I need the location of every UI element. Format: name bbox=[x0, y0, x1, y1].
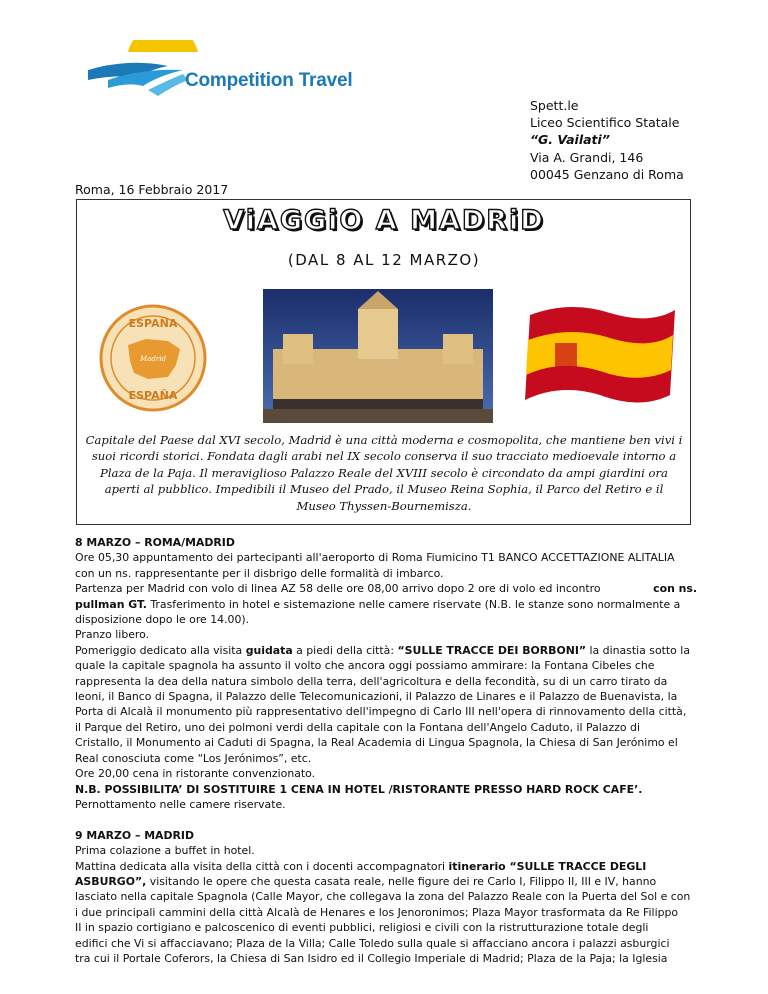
dashed-divider bbox=[76, 524, 691, 525]
spain-flag-icon bbox=[520, 295, 680, 415]
stamp-bottom-text: ESPAÑA bbox=[128, 389, 178, 402]
stamp-center-text: Madrid bbox=[140, 355, 166, 363]
itinerary-body: 8 MARZO – ROMA/MADRID Ore 05,30 appuntamento dei partecipanti all'aeroporto di Roma Fiumicino T1 BANCO ACCETTAZIONE ALITALIA con un ns. rappresentante per il disbrigo delle formalità di imbarco. Partenza per Madrid con volo di linea AZ 58 delle ore 08,00 arrivo dopo 2 ore di volo ed incontro con ns. pullman GT. Trasferimento in hotel e sistemazione nelle camere riservate (N.B. le stanze sono normalmente a disposizione dopo le ore 14.00). Pranzo libero. Pomeriggio dedicato alla visita guidata a piedi della città: “SULLE TRACCE DEI BORBONI” la dinastia sotto la quale la capitale spagnola ha assunto il volto che ancora oggi possiamo ammirare: la Fontana Cibeles che rappresenta la dea della natura simbolo della terra, dell'agricoltura e della fecondità, su di un carro tirato da leoni, il Banco di Spagna, il Palazzo delle Telecomunicazioni, il Palazzo de Linares e il Palazzo de Buenavista, la Porta di Alcalà il monumento più rappresentativo dell'impegno di Carlo III nell'opera di rinnovamento della città, il Parque del Retiro, uno dei polmoni verdi della capitale con la Fontana dell'Angelo Caduto, il Palazzo di Cristallo, il Monumento ai Caduti di Spagna, la Real Academia di Lingua Spagnola, la Chiesa di San Jerónimo el Real conosciuta come “Los Jerónimos”, etc. Ore 20,00 cena in ristorante convenzionato. N.B. POSSIBILITA’ DI SOSTITUIRE 1 CENA IN HOTEL /RISTORANTE PRESSO HARD ROCK CAFE’. Pernottamento nelle camere riservate. 9 MARZO – MADRID Prima colazione a buffet in hotel. Mattina dedicata alla visita della città con i docenti accompagnatori itinerario “SULLE TRACCE DEGLI ASBURGO”, visitando le opere che questa casata reale, nelle figure dei re Carlo I, Filippo II, III e IV, hanno lasciato nella capitale Spagnola (Calle Mayor, che collegava la zona del Palazzo Reale con la Puerta del Sol e con i due principali cammini della città Alcalà de Henares e los Jenoronimos; Plaza Mayor trasformata da Re Filippo II in spazio cortigiano e palcoscenico di eventi pubblici, religiosi e civili con la ristrutturazione totale degli edifici che Vi si affacciavano; Plaza de la Villa; Calle Toledo sulla quale si affacciano ancora i palazzi asburgici tra cui il Portale Coferors, la Chiesa di San Isidro ed il Collegio Imperiale di Madrid; Plaza de la Paja; la Iglesia bbox=[75, 536, 697, 965]
day1-heading: 8 MARZO – ROMA/MADRID bbox=[75, 536, 235, 549]
page-subtitle: (DAL 8 AL 12 MARZO) bbox=[287, 251, 481, 269]
madrid-palace-photo bbox=[263, 289, 493, 423]
page-title: ViAGGiO A MADRiD bbox=[223, 205, 545, 236]
day2-heading: 9 MARZO – MADRID bbox=[75, 828, 194, 842]
recipient-address: Spett.le Liceo Scientifico Statale “G. Vailati” Via A. Grandi, 146 00045 Genzano di Roma bbox=[530, 98, 684, 182]
company-name: Competition Travel bbox=[185, 70, 353, 91]
intro-text: Capitale del Paese dal XVI secolo, Madrid è una città moderna e cosmopolita, che mantiene ben vivi i suoi ricordi storici. Fondata dagli arabi nel IX secolo conserva il suo tracciato medioevale intorno a Plaza de la Paja. Il meraviglioso Palazzo Reale del XVIII secolo è circondato da ampi giardini ora aperti al pubblico. Impedibili il Museo del Prado, il Museo Reina Sophia, il Parco del Retiro e il Museo Thyssen-Bournemisza. bbox=[85, 433, 683, 513]
espana-stamp-icon bbox=[98, 303, 208, 413]
letter-date: Roma, 16 Febbraio 2017 bbox=[75, 182, 229, 197]
stamp-top-text: ESPAÑA bbox=[128, 317, 178, 330]
